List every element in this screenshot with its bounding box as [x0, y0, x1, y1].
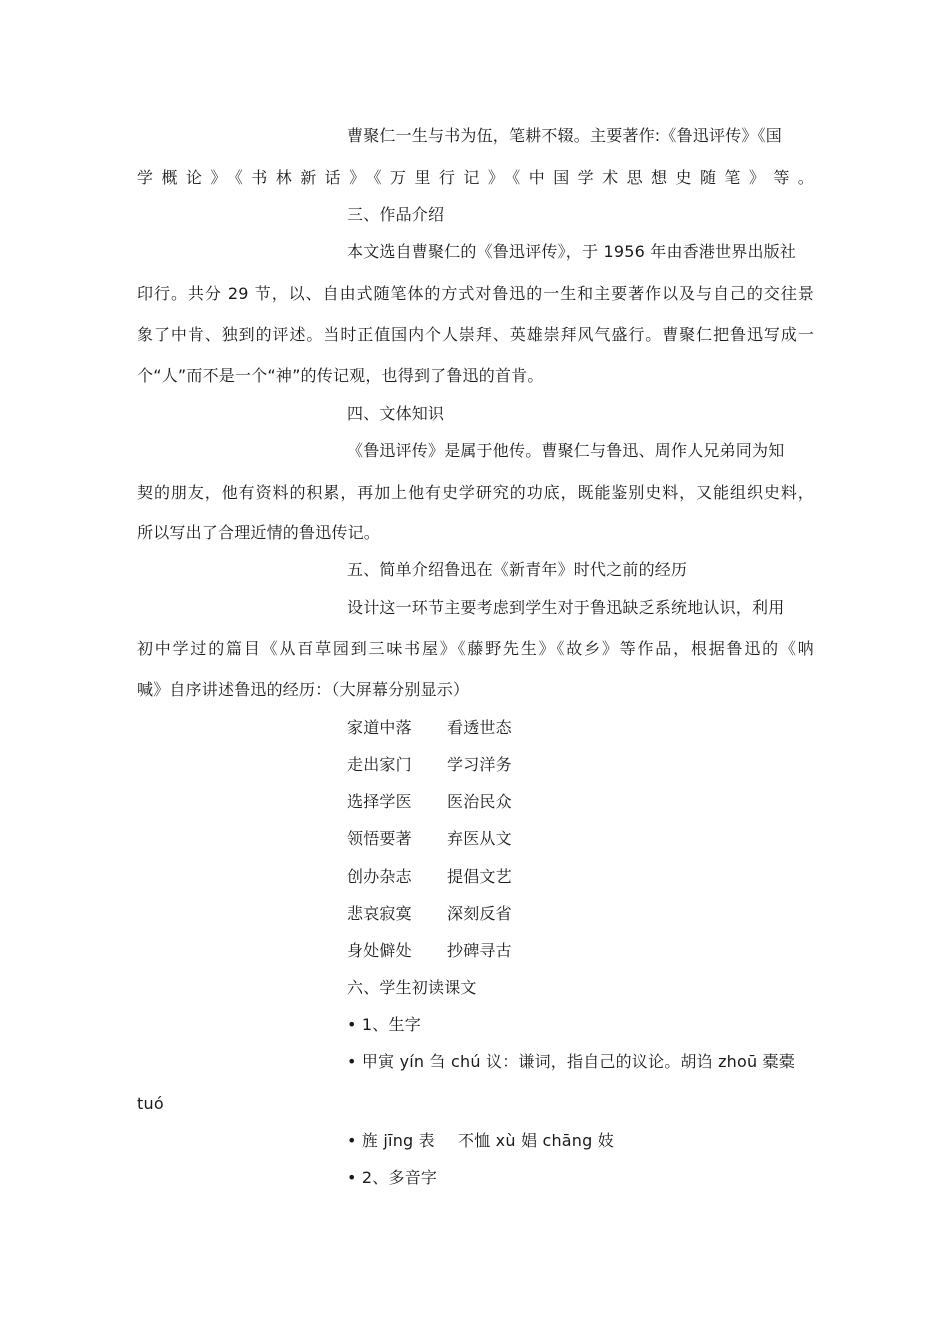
pair-7-right: 抄碑寻古 [447, 941, 512, 960]
bullet-item-2-continuation: tuó [137, 1094, 164, 1113]
pair-1-right: 看透世态 [447, 718, 512, 737]
pair-6-left: 悲哀寂寞 [347, 904, 412, 923]
pair-7-left: 身处僻处 [347, 941, 412, 960]
section-4-line-1: 《鲁迅评传》是属于他传。曹聚仁与鲁迅、周作人兄弟同为知 [347, 441, 785, 460]
bullet-item-2: • 甲寅 yín 刍 chú 议：谦词，指自己的议论。胡诌 zhoū 橐橐 [347, 1052, 796, 1071]
pair-1-left: 家道中落 [347, 718, 412, 737]
section-6-heading: 六、学生初读课文 [347, 978, 477, 997]
section-3-line-2: 印行。共分 29 节，以、自由式随笔体的方式对鲁迅的一生和主要著作以及与自己的交往景 [137, 284, 814, 303]
bullet-item-3-b: 不恤 xù 娼 chāng 妓 [458, 1131, 614, 1150]
bullet-item-1: • 1、生字 [347, 1015, 421, 1034]
intro-line-1: 曹聚仁一生与书为伍，笔耕不辍。主要著作:《鲁迅评传》《国 [347, 126, 782, 145]
section-3-heading: 三、作品介绍 [347, 205, 445, 224]
pair-3-left: 选择学医 [347, 792, 412, 811]
pair-5-right: 提倡文艺 [447, 867, 512, 886]
section-5-line-2: 初中学过的篇目《从百草园到三味书屋》《藤野先生》《故乡》等作品，根据鲁迅的《呐 [137, 639, 814, 658]
pair-6-right: 深刻反省 [447, 904, 512, 923]
pair-2-left: 走出家门 [347, 755, 412, 774]
pair-4-left: 领悟要著 [347, 829, 412, 848]
section-4-heading: 四、文体知识 [347, 404, 445, 423]
pair-4-right: 弃医从文 [447, 829, 512, 848]
pair-3-right: 医治民众 [447, 792, 512, 811]
intro-line-2: 学概论》《书林新话》《万里行记》《中国学术思想史随笔》等。 [137, 168, 814, 187]
bullet-item-3-a: • 旌 jīng 表 [347, 1131, 435, 1150]
section-5-line-3: 喊》自序讲述鲁迅的经历：（大屏幕分别显示） [137, 680, 470, 699]
pair-5-left: 创办杂志 [347, 867, 412, 886]
bullet-item-4: • 2、多音字 [347, 1168, 438, 1187]
section-5-heading: 五、简单介绍鲁迅在《新青年》时代之前的经历 [347, 560, 688, 579]
section-3-line-4: 个“人”而不是一个“神”的传记观，也得到了鲁迅的首肯。 [137, 366, 544, 385]
section-3-line-3: 象了中肯、独到的评述。当时正值国内个人崇拜、英雄崇拜风气盛行。曹聚仁把鲁迅写成一 [137, 325, 814, 344]
pair-2-right: 学习洋务 [447, 755, 512, 774]
section-4-line-2: 契的朋友，他有资料的积累，再加上他有史学研究的功底，既能鉴别史料，又能组织史料， [137, 483, 814, 502]
section-3-line-1: 本文选自曹聚仁的《鲁迅评传》，于 1956 年由香港世界出版社 [347, 242, 797, 261]
section-5-line-1: 设计这一环节主要考虑到学生对于鲁迅缺乏系统地认识，利用 [347, 598, 785, 617]
section-4-line-3: 所以写出了合理近情的鲁迅传记。 [137, 523, 381, 542]
